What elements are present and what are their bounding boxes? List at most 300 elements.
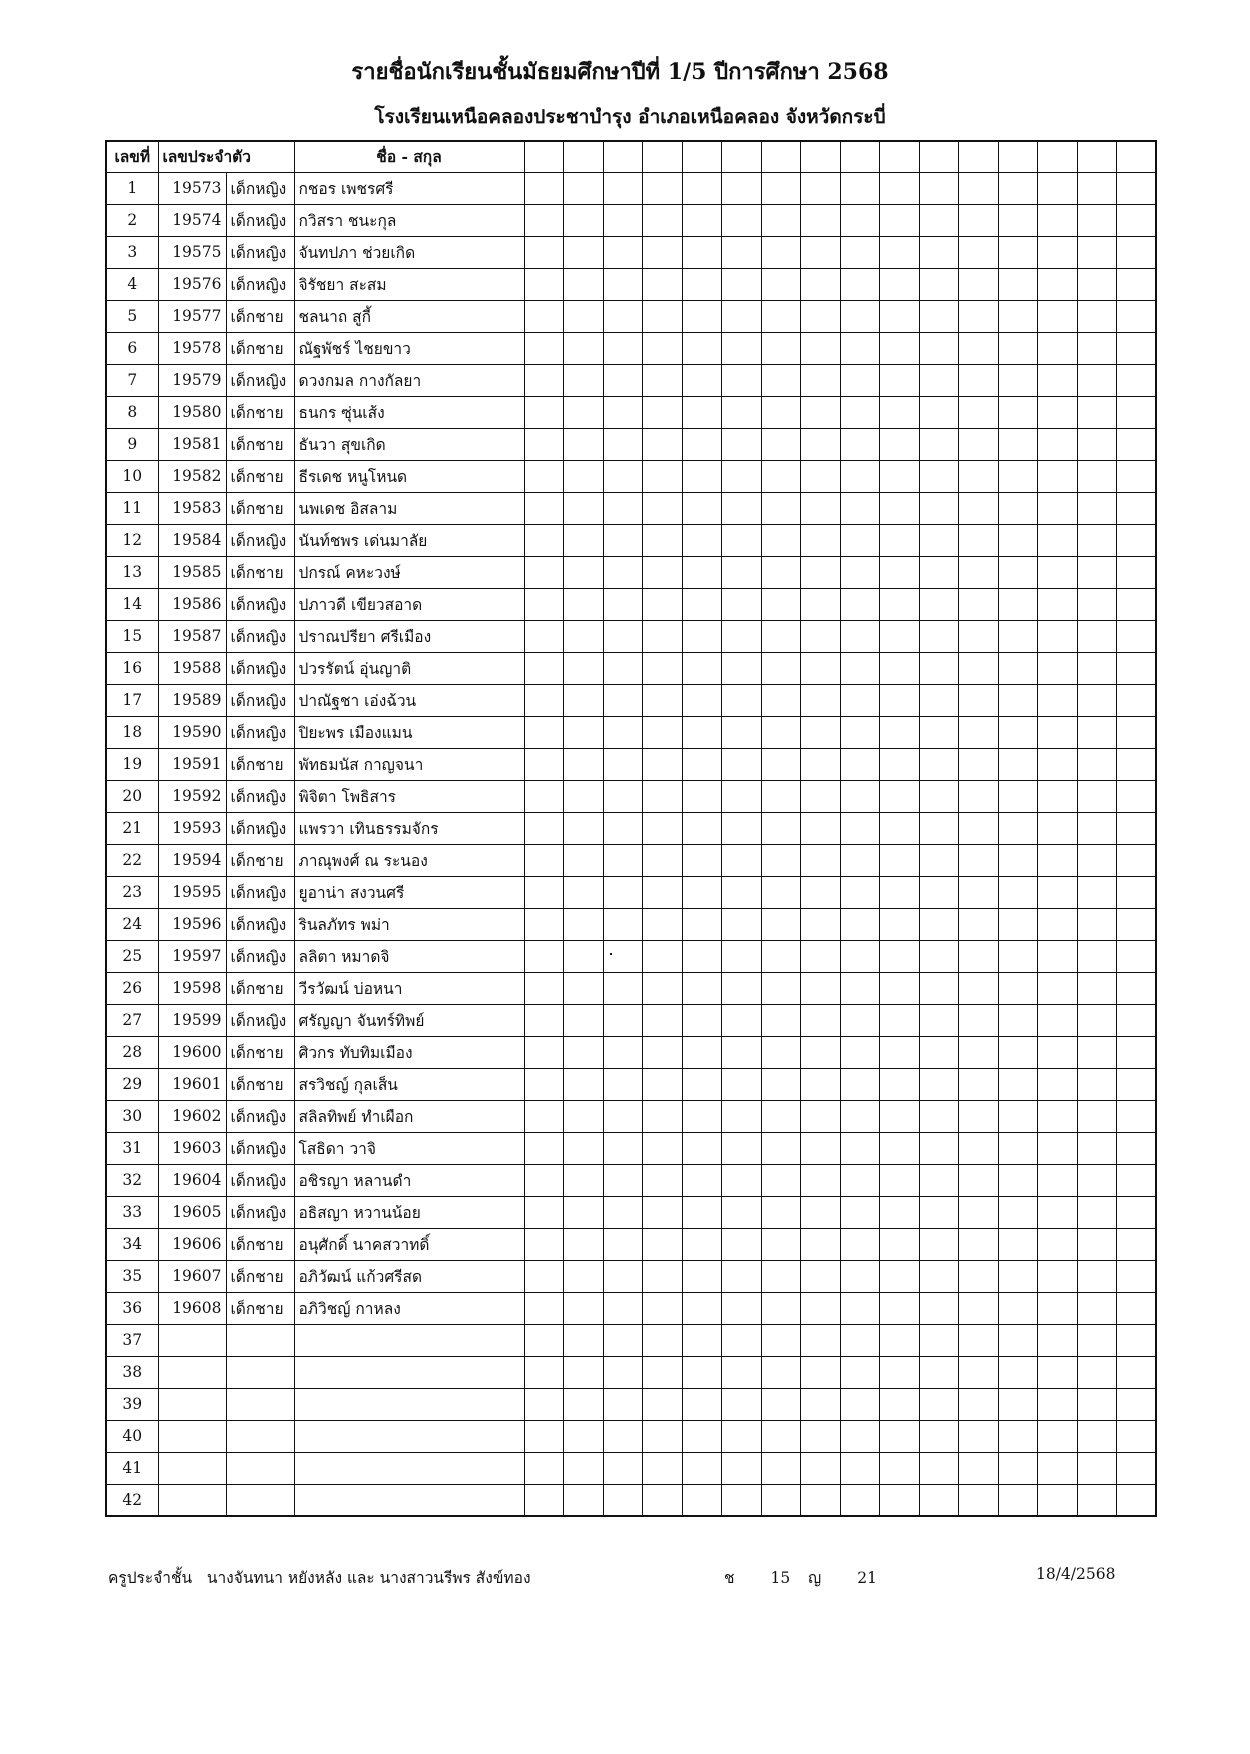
student-id: 19599: [158, 1004, 226, 1036]
blank-cell: [524, 620, 564, 652]
blank-cell: [643, 1324, 683, 1356]
blank-cell: [524, 1228, 564, 1260]
student-name: รินลภัทร พม่า: [294, 908, 524, 940]
blank-cell: [682, 236, 722, 268]
blank-cell: [603, 876, 643, 908]
blank-cell: [801, 460, 841, 492]
blank-cell: [998, 428, 1038, 460]
blank-cell: [1038, 236, 1078, 268]
student-id: [158, 1388, 226, 1420]
blank-cell: [643, 396, 683, 428]
table-row: [106, 780, 1156, 812]
row-number: 25: [106, 940, 158, 972]
blank-cell: [761, 844, 801, 876]
blank-cell: [919, 1452, 959, 1484]
student-id: 19598: [158, 972, 226, 1004]
blank-cell: [1117, 332, 1157, 364]
blank-cell: [643, 1484, 683, 1516]
blank-cell: [801, 1420, 841, 1452]
blank-cell: [840, 1228, 880, 1260]
blank-cell: [643, 1132, 683, 1164]
blank-cell: [998, 972, 1038, 1004]
blank-cell: [564, 236, 604, 268]
blank-cell: [643, 844, 683, 876]
name-prefix: [226, 1356, 294, 1388]
student-name: อชิรญา หลานดำ: [294, 1164, 524, 1196]
row-number: 35: [106, 1260, 158, 1292]
blank-cell: [1038, 844, 1078, 876]
blank-cell: [1038, 1004, 1078, 1036]
row-number: 34: [106, 1228, 158, 1260]
student-id: [158, 1324, 226, 1356]
blank-cell: [722, 556, 762, 588]
blank-cell: [603, 1068, 643, 1100]
student-name: ธันวา สุขเกิด: [294, 428, 524, 460]
blank-cell: [524, 172, 564, 204]
blank-cell: [682, 908, 722, 940]
student-id: [158, 1356, 226, 1388]
blank-cell: [919, 268, 959, 300]
blank-cell: [564, 1100, 604, 1132]
student-name: กชอร เพชรศรี: [294, 172, 524, 204]
blank-cell: [880, 1356, 920, 1388]
table-row: [106, 1484, 1156, 1516]
blank-cell: [524, 204, 564, 236]
blank-cell: [1117, 1004, 1157, 1036]
blank-cell: [1117, 908, 1157, 940]
name-prefix: เด็กชาย: [226, 1292, 294, 1324]
name-prefix: เด็กหญิง: [226, 1196, 294, 1228]
blank-cell: [1117, 972, 1157, 1004]
blank-cell: [919, 1484, 959, 1516]
blank-cell: [524, 332, 564, 364]
row-number: 29: [106, 1068, 158, 1100]
student-name: พิจิตา โพธิสาร: [294, 780, 524, 812]
blank-cell: [998, 716, 1038, 748]
blank-cell: [801, 364, 841, 396]
blank-cell: [959, 332, 999, 364]
blank-cell: [998, 364, 1038, 396]
blank-cell: [643, 556, 683, 588]
student-name: ลลิตา หมาดจิ: [294, 940, 524, 972]
blank-cell: [682, 268, 722, 300]
name-prefix: เด็กชาย: [226, 428, 294, 460]
blank-cell: [682, 588, 722, 620]
blank-cell: [880, 492, 920, 524]
blank-cell: [682, 620, 722, 652]
blank-cell: [801, 780, 841, 812]
blank-cell: [840, 1036, 880, 1068]
blank-cell: [801, 396, 841, 428]
blank-cell: [801, 1068, 841, 1100]
table-row: [106, 460, 1156, 492]
blank-cell: [761, 780, 801, 812]
blank-cell: [998, 588, 1038, 620]
blank-cell: [564, 1356, 604, 1388]
blank-cell: [880, 1420, 920, 1452]
blank-cell: [801, 1228, 841, 1260]
blank-cell: [1117, 748, 1157, 780]
blank-cell: [603, 1196, 643, 1228]
header-blank-column: [998, 141, 1038, 172]
blank-cell: [959, 204, 999, 236]
blank-cell: [643, 652, 683, 684]
blank-cell: [1038, 716, 1078, 748]
blank-cell: [682, 1452, 722, 1484]
blank-cell: [761, 1164, 801, 1196]
blank-cell: [959, 908, 999, 940]
blank-cell: [1117, 844, 1157, 876]
blank-cell: [1117, 268, 1157, 300]
student-id: 19582: [158, 460, 226, 492]
blank-cell: [722, 1068, 762, 1100]
blank-cell: [603, 844, 643, 876]
blank-cell: [1077, 1196, 1117, 1228]
blank-cell: [643, 812, 683, 844]
blank-cell: [603, 396, 643, 428]
blank-cell: [1077, 428, 1117, 460]
blank-cell: [1038, 1260, 1078, 1292]
blank-cell: [959, 524, 999, 556]
blank-cell: [643, 492, 683, 524]
blank-cell: [603, 780, 643, 812]
student-name: สรวิชญ์ กุลเส็น: [294, 1068, 524, 1100]
blank-cell: [1077, 524, 1117, 556]
name-prefix: เด็กชาย: [226, 1260, 294, 1292]
student-name: [294, 1420, 524, 1452]
blank-cell: [603, 1164, 643, 1196]
blank-cell: [919, 972, 959, 1004]
student-name: [294, 1324, 524, 1356]
table-row: [106, 748, 1156, 780]
blank-cell: [959, 812, 999, 844]
row-number: 42: [106, 1484, 158, 1516]
blank-cell: [840, 172, 880, 204]
blank-cell: [1038, 1164, 1078, 1196]
blank-cell: [524, 588, 564, 620]
page-title: รายชื่อนักเรียนชั้นมัธยมศึกษาปีที่ 1/5 ปีการศึกษา 2568: [351, 59, 889, 85]
blank-cell: [564, 1228, 604, 1260]
table-row: [106, 1100, 1156, 1132]
student-id: 19603: [158, 1132, 226, 1164]
student-id: 19579: [158, 364, 226, 396]
student-id: 19597: [158, 940, 226, 972]
row-number: 4: [106, 268, 158, 300]
blank-cell: [524, 972, 564, 1004]
blank-cell: [722, 1036, 762, 1068]
blank-cell: [959, 556, 999, 588]
blank-cell: [998, 1132, 1038, 1164]
table-row: [106, 812, 1156, 844]
blank-cell: [880, 684, 920, 716]
blank-cell: [1077, 1068, 1117, 1100]
blank-cell: [919, 652, 959, 684]
blank-cell: [1038, 1324, 1078, 1356]
header-blank-column: [524, 141, 564, 172]
blank-cell: [1077, 620, 1117, 652]
blank-cell: [722, 1484, 762, 1516]
blank-cell: [524, 1100, 564, 1132]
blank-cell: [722, 1100, 762, 1132]
name-prefix: เด็กชาย: [226, 844, 294, 876]
blank-cell: [603, 908, 643, 940]
blank-cell: [564, 1388, 604, 1420]
blank-cell: [998, 908, 1038, 940]
blank-cell: [1117, 1100, 1157, 1132]
table-row: [106, 396, 1156, 428]
blank-cell: [1117, 1132, 1157, 1164]
blank-cell: [761, 332, 801, 364]
blank-cell: [1077, 812, 1117, 844]
blank-cell: [564, 684, 604, 716]
blank-cell: [603, 268, 643, 300]
blank-cell: [682, 396, 722, 428]
blank-cell: [959, 172, 999, 204]
blank-cell: [682, 364, 722, 396]
blank-cell: [1038, 1420, 1078, 1452]
blank-cell: [959, 876, 999, 908]
blank-cell: [682, 940, 722, 972]
blank-cell: [880, 812, 920, 844]
blank-cell: [880, 1196, 920, 1228]
blank-cell: [603, 1452, 643, 1484]
student-id: 19602: [158, 1100, 226, 1132]
blank-cell: [682, 460, 722, 492]
blank-cell: [564, 332, 604, 364]
blank-cell: [959, 268, 999, 300]
blank-cell: [722, 1452, 762, 1484]
row-number: 5: [106, 300, 158, 332]
blank-cell: [643, 1292, 683, 1324]
blank-cell: [564, 1484, 604, 1516]
blank-cell: [603, 748, 643, 780]
blank-cell: [761, 1100, 801, 1132]
table-row: [106, 684, 1156, 716]
blank-cell: [564, 748, 604, 780]
blank-cell: [643, 1196, 683, 1228]
blank-cell: [524, 812, 564, 844]
student-name: ปราณปรียา ศรีเมือง: [294, 620, 524, 652]
blank-cell: [1117, 1228, 1157, 1260]
blank-cell: [998, 1036, 1038, 1068]
name-prefix: [226, 1388, 294, 1420]
student-id: 19591: [158, 748, 226, 780]
blank-cell: [1038, 396, 1078, 428]
row-number: 22: [106, 844, 158, 876]
student-name: กวิสรา ชนะกุล: [294, 204, 524, 236]
blank-cell: [1117, 524, 1157, 556]
blank-cell: [801, 1452, 841, 1484]
row-number: 7: [106, 364, 158, 396]
blank-cell: [524, 1068, 564, 1100]
blank-cell: [919, 236, 959, 268]
student-id: 19578: [158, 332, 226, 364]
blank-cell: [959, 972, 999, 1004]
blank-cell: [998, 1164, 1038, 1196]
blank-cell: [801, 972, 841, 1004]
blank-cell: [959, 1068, 999, 1100]
table-row: [106, 1036, 1156, 1068]
blank-cell: [761, 1228, 801, 1260]
blank-cell: [761, 172, 801, 204]
blank-cell: [1038, 1100, 1078, 1132]
row-number: 30: [106, 1100, 158, 1132]
blank-cell: [524, 684, 564, 716]
blank-cell: [564, 492, 604, 524]
blank-cell: [603, 1484, 643, 1516]
blank-cell: [1038, 1228, 1078, 1260]
blank-cell: [998, 652, 1038, 684]
blank-cell: [524, 1292, 564, 1324]
blank-cell: [840, 1196, 880, 1228]
blank-cell: [722, 236, 762, 268]
blank-cell: [761, 748, 801, 780]
blank-cell: [1077, 1388, 1117, 1420]
blank-cell: [761, 716, 801, 748]
blank-cell: [524, 780, 564, 812]
blank-cell: [761, 300, 801, 332]
student-name: สลิลทิพย์ ทำเผือก: [294, 1100, 524, 1132]
blank-cell: [998, 236, 1038, 268]
row-number: 20: [106, 780, 158, 812]
blank-cell: [722, 1292, 762, 1324]
row-number: 9: [106, 428, 158, 460]
blank-cell: [919, 1196, 959, 1228]
blank-cell: [919, 620, 959, 652]
blank-cell: [1117, 1068, 1157, 1100]
student-name: โสธิดา วาจิ: [294, 1132, 524, 1164]
blank-cell: [1038, 332, 1078, 364]
blank-cell: [1038, 1356, 1078, 1388]
blank-cell: [682, 812, 722, 844]
blank-cell: [682, 748, 722, 780]
blank-cell: [603, 1132, 643, 1164]
blank-cell: [880, 332, 920, 364]
table-row: [106, 652, 1156, 684]
row-number: 27: [106, 1004, 158, 1036]
blank-cell: [1038, 780, 1078, 812]
blank-cell: [722, 1420, 762, 1452]
blank-cell: [643, 1068, 683, 1100]
blank-cell: [840, 1132, 880, 1164]
table-row: [106, 172, 1156, 204]
blank-cell: [959, 844, 999, 876]
blank-cell: [1077, 1164, 1117, 1196]
blank-cell: [1077, 460, 1117, 492]
blank-cell: [880, 1324, 920, 1356]
name-prefix: เด็กชาย: [226, 1228, 294, 1260]
blank-cell: [801, 1036, 841, 1068]
student-name: ภาณุพงศ์ ณ ระนอง: [294, 844, 524, 876]
print-date: 18/4/2568: [1036, 1565, 1116, 1583]
blank-cell: [722, 492, 762, 524]
blank-cell: [524, 716, 564, 748]
blank-cell: [643, 972, 683, 1004]
blank-cell: [880, 780, 920, 812]
blank-cell: [643, 364, 683, 396]
blank-cell: [603, 204, 643, 236]
student-name: อธิสญา หวานน้อย: [294, 1196, 524, 1228]
name-prefix: เด็กหญิง: [226, 940, 294, 972]
blank-cell: [880, 716, 920, 748]
blank-cell: [1117, 812, 1157, 844]
blank-cell: [959, 1164, 999, 1196]
name-prefix: เด็กหญิง: [226, 620, 294, 652]
blank-cell: [840, 684, 880, 716]
blank-cell: [840, 492, 880, 524]
blank-cell: [1077, 972, 1117, 1004]
blank-cell: [761, 524, 801, 556]
blank-cell: [998, 460, 1038, 492]
blank-cell: [959, 716, 999, 748]
blank-cell: [801, 492, 841, 524]
blank-cell: [564, 876, 604, 908]
blank-cell: [524, 1164, 564, 1196]
blank-cell: [761, 1260, 801, 1292]
row-number: 17: [106, 684, 158, 716]
blank-cell: [643, 332, 683, 364]
student-roster-table: [105, 140, 1157, 1517]
blank-cell: [1038, 428, 1078, 460]
blank-cell: [880, 588, 920, 620]
blank-cell: [959, 780, 999, 812]
blank-cell: [919, 1388, 959, 1420]
blank-cell: [1038, 812, 1078, 844]
blank-cell: [1077, 396, 1117, 428]
student-name: ธนกร ซุ่นเส้ง: [294, 396, 524, 428]
blank-cell: [1117, 1260, 1157, 1292]
student-name: นพเดช อิสลาม: [294, 492, 524, 524]
student-name: [294, 1356, 524, 1388]
blank-cell: [919, 1004, 959, 1036]
blank-cell: [603, 492, 643, 524]
blank-cell: [682, 1324, 722, 1356]
blank-cell: [761, 556, 801, 588]
blank-cell: [801, 300, 841, 332]
student-name: ปิยะพร เมืองแมน: [294, 716, 524, 748]
header-blank-column: [1038, 141, 1078, 172]
blank-cell: [919, 1036, 959, 1068]
blank-cell: [998, 204, 1038, 236]
blank-cell: [761, 1388, 801, 1420]
blank-cell: [761, 204, 801, 236]
blank-cell: [919, 684, 959, 716]
blank-cell: [603, 172, 643, 204]
blank-cell: [840, 940, 880, 972]
blank-cell: [643, 940, 683, 972]
blank-cell: [722, 460, 762, 492]
blank-cell: [761, 268, 801, 300]
blank-cell: [1038, 268, 1078, 300]
blank-cell: [643, 428, 683, 460]
name-prefix: เด็กชาย: [226, 492, 294, 524]
blank-cell: [880, 524, 920, 556]
blank-cell: [524, 652, 564, 684]
student-id: 19600: [158, 1036, 226, 1068]
blank-cell: [959, 1292, 999, 1324]
blank-cell: [1117, 556, 1157, 588]
row-number: 3: [106, 236, 158, 268]
girls-count: [808, 1565, 877, 1590]
blank-cell: [840, 1100, 880, 1132]
blank-cell: [643, 1260, 683, 1292]
blank-cell: [840, 1484, 880, 1516]
student-name: ณัฐพัชร์ ไชยขาว: [294, 332, 524, 364]
row-number: 13: [106, 556, 158, 588]
blank-cell: [919, 588, 959, 620]
blank-cell: [603, 332, 643, 364]
boys-count-value: 15: [770, 1569, 791, 1587]
